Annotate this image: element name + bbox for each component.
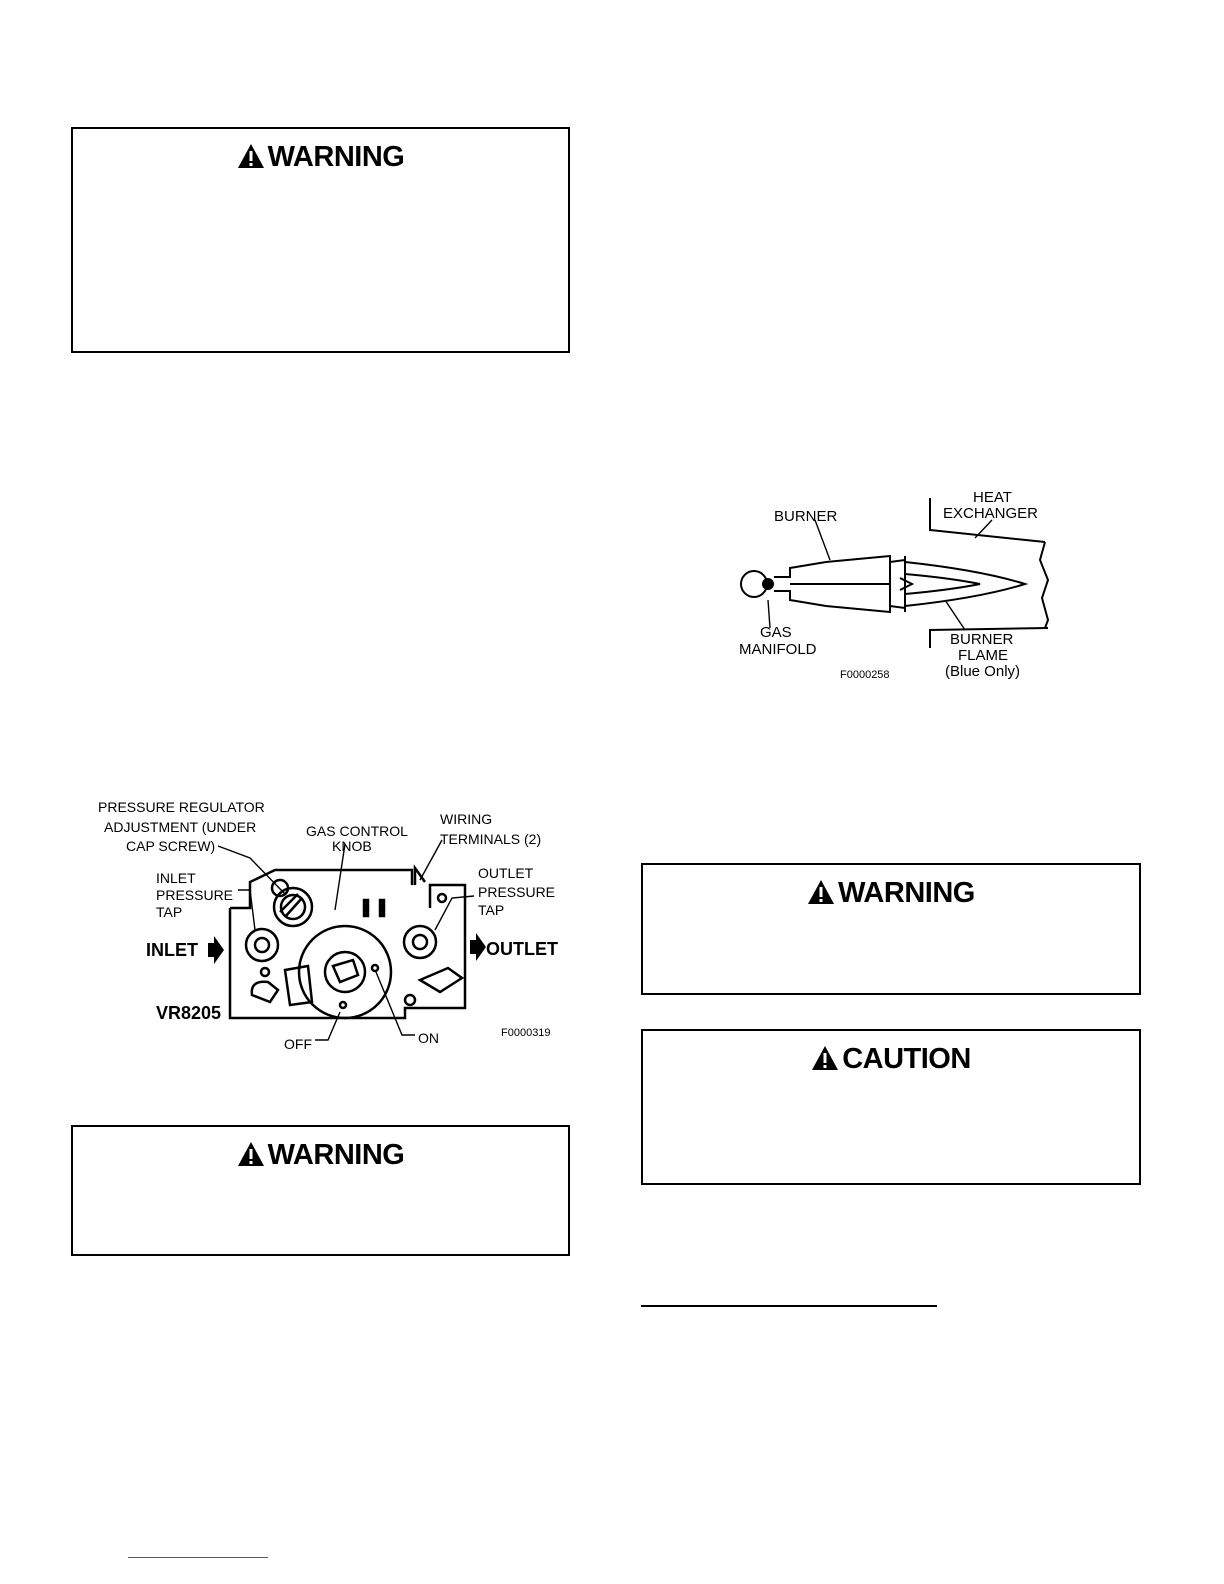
outlet-label: OUTLET	[486, 939, 558, 959]
caution-box	[641, 1029, 1141, 1185]
inlet-label: INLET	[146, 940, 198, 960]
outlet-tap-label-2: PRESSURE	[478, 884, 556, 900]
warning-triangle-icon	[237, 143, 265, 169]
on-label: ON	[418, 1030, 439, 1046]
wiring-label-2: TERMINALS (2)	[440, 831, 542, 847]
warning-title: WARNING	[643, 879, 1139, 908]
inlet-tap-label-1: INLET	[156, 870, 196, 886]
pressure-regulator-label-3: CAP SCREW)	[126, 838, 216, 854]
off-label: OFF	[284, 1036, 312, 1052]
warning-title: WARNING	[73, 1141, 568, 1170]
warning-box-1	[71, 127, 570, 353]
gas-valve-figure	[90, 790, 570, 1060]
gas-manifold-label-1: GAS	[760, 624, 792, 641]
footer-divider	[128, 1557, 268, 1558]
inlet-tap-label-2: PRESSURE	[156, 887, 234, 903]
figure-id-label: F0000319	[501, 1027, 551, 1039]
warning-title: WARNING	[73, 143, 568, 172]
inlet-tap-label-3: TAP	[156, 904, 183, 920]
section-divider	[641, 1305, 937, 1307]
warning-triangle-icon	[807, 879, 835, 905]
warning-triangle-icon	[237, 1141, 265, 1167]
gas-control-label-2: KNOB	[332, 838, 372, 854]
model-label: VR8205	[156, 1003, 222, 1023]
heat-exchanger-label-1: HEAT	[973, 489, 1012, 506]
pressure-regulator-label-2: ADJUSTMENT (UNDER	[104, 819, 257, 835]
gas-control-label-1: GAS CONTROL	[306, 823, 408, 839]
burner-figure	[730, 480, 1060, 685]
burner-flame-label-1: BURNER	[950, 631, 1014, 648]
outlet-tap-label-1: OUTLET	[478, 865, 534, 881]
inlet-arrow-icon	[208, 936, 224, 964]
figure-id-label: F0000258	[840, 669, 890, 681]
caution-triangle-icon	[811, 1045, 839, 1071]
wiring-label-1: WIRING	[440, 811, 493, 827]
caution-title: CAUTION	[643, 1045, 1139, 1074]
warning-box-2	[71, 1125, 570, 1256]
burner-flame-label-3: (Blue Only)	[945, 663, 1021, 680]
burner-label: BURNER	[774, 508, 838, 525]
heat-exchanger-label-2: EXCHANGER	[943, 505, 1039, 522]
burner-flame-label-2: FLAME	[958, 647, 1009, 664]
pressure-regulator-label-1: PRESSURE REGULATOR	[98, 799, 265, 815]
outlet-arrow-icon	[470, 933, 486, 961]
outlet-tap-label-3: TAP	[478, 902, 505, 918]
gas-manifold-label-2: MANIFOLD	[739, 641, 817, 658]
warning-box-3	[641, 863, 1141, 995]
